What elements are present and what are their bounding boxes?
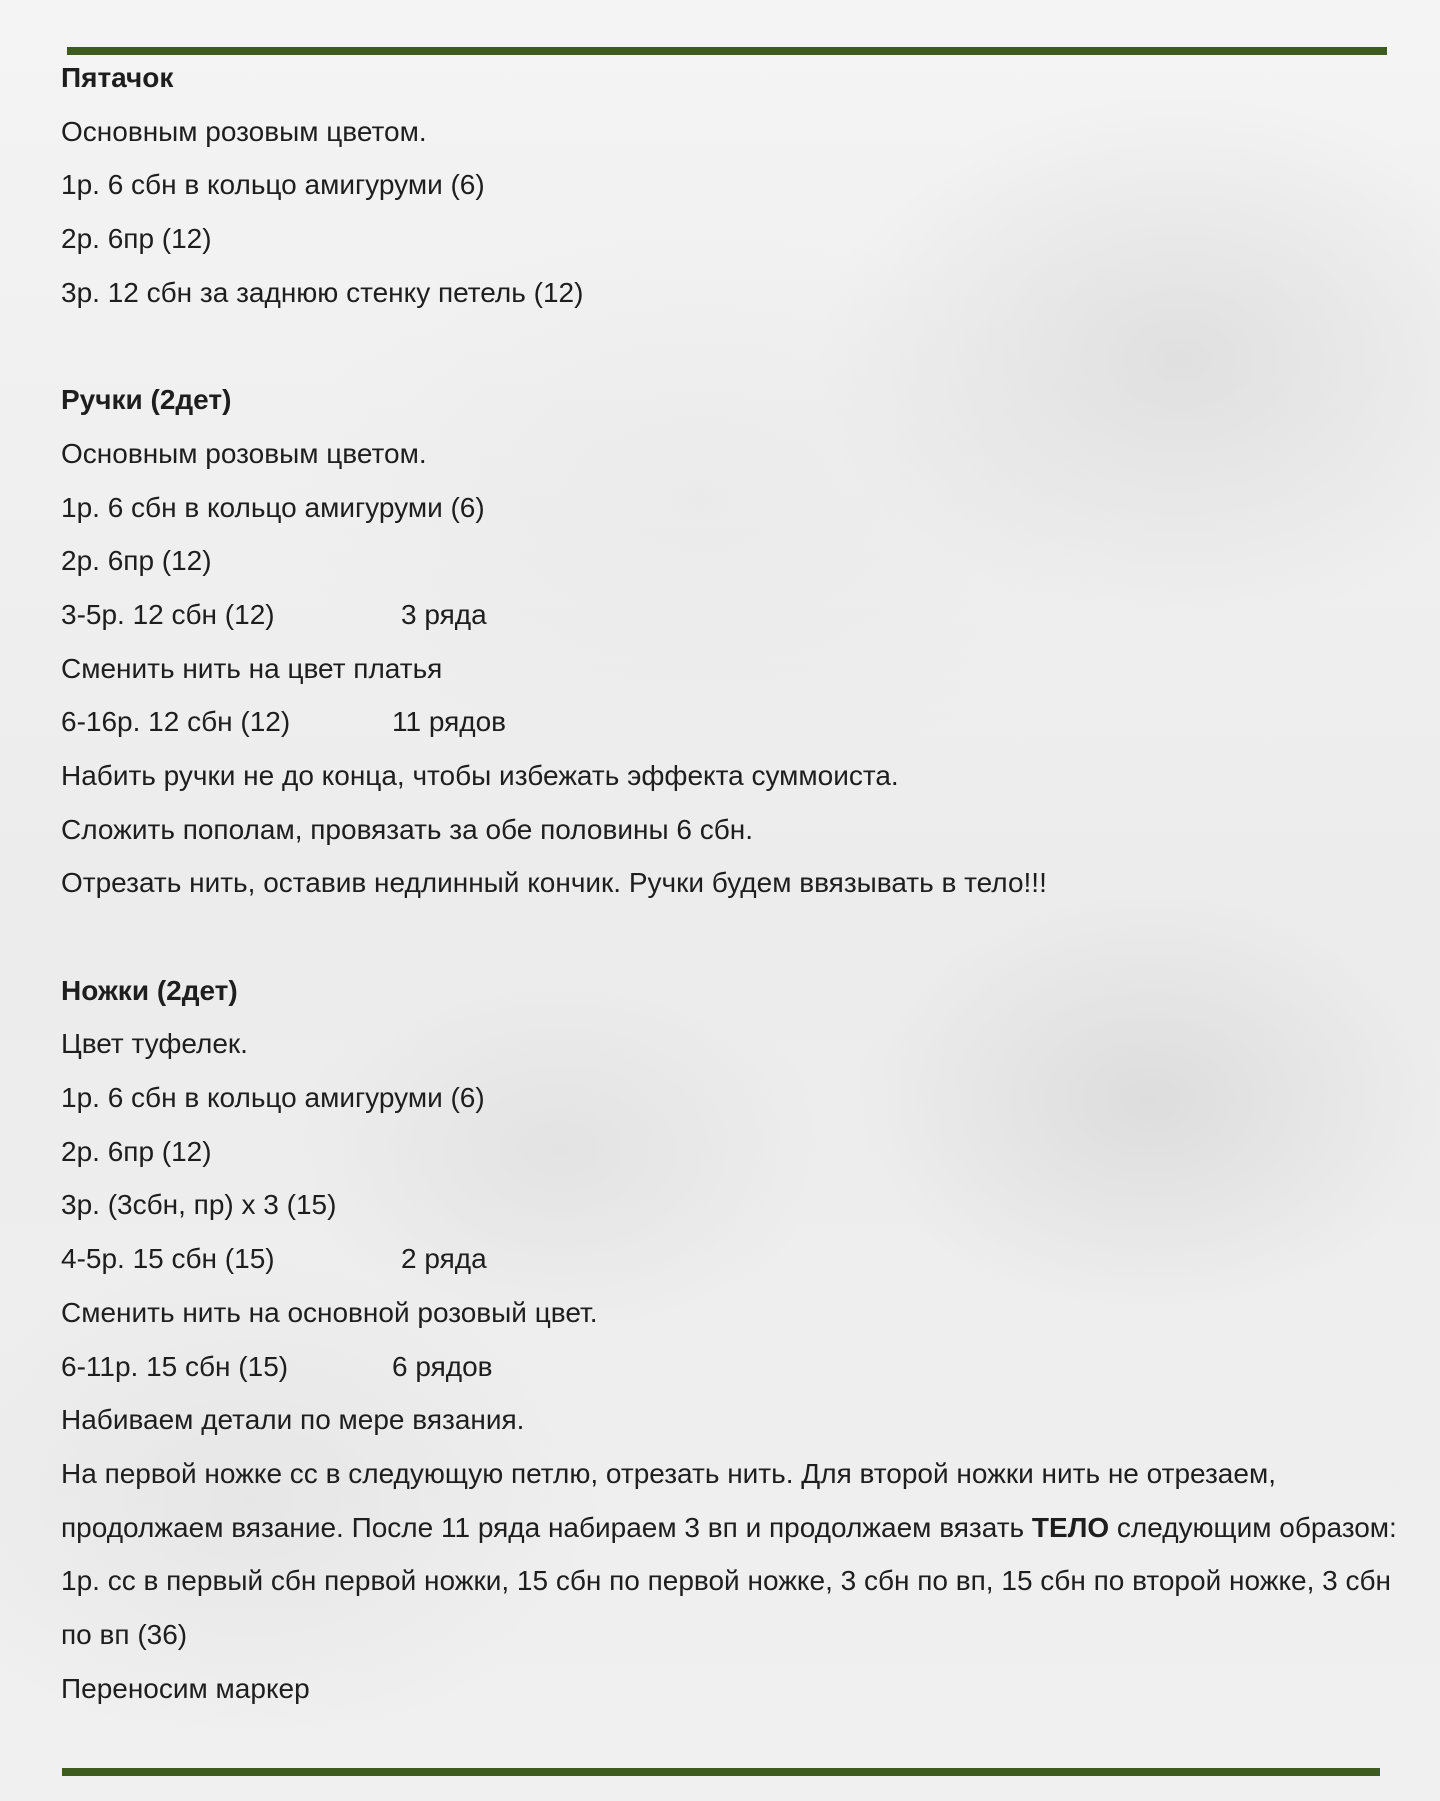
body-emphasis: ТЕЛО: [1031, 1511, 1110, 1543]
nose-line-1: Основным розовым цветом.: [61, 115, 427, 147]
legs-line-2: 1р. 6 сбн в кольцо амигуруми (6): [61, 1082, 485, 1114]
legs-row-4-5: 4-5р. 15 сбн (15): [61, 1243, 275, 1275]
nose-line-3: 2р. 6пр (12): [61, 223, 212, 255]
section-title-legs: Ножки (2дет): [61, 974, 238, 1006]
section-title-piglet-nose: Пятачок: [61, 62, 174, 93]
nose-line-2: 1р. 6 сбн в кольцо амигуруми (6): [61, 169, 485, 201]
body-row-1: 1р. сс в первый сбн первой ножки, 15 сбн по первой ножке, 3 сбн по вп, 15 сбн по второй ножке, 3 сбн по вп (36): [61, 1565, 1391, 1650]
arms-line-4: [61, 588, 1411, 642]
legs-row-6-11-note: 6 рядов: [392, 1350, 493, 1382]
arms-row-6-16: 6-16р. 12 сбн (12): [61, 706, 291, 738]
legs-line-3: 2р. 6пр (12): [61, 1135, 212, 1167]
legs-row-6-11: 6-11р. 15 сбн (15): [61, 1350, 289, 1382]
section-title-arms: Ручки (2дет): [61, 384, 232, 416]
arms-line-5: Сменить нить на цвет платья: [61, 652, 443, 684]
arms-line-2: 1р. 6 сбн в кольцо амигуруми (6): [61, 491, 485, 523]
arms-line-1: Основным розовым цветом.: [61, 437, 427, 469]
bottom-divider: [62, 1768, 1380, 1776]
legs-body-paragraph-end: следующим образом:: [1109, 1511, 1397, 1543]
arms-row-3-5-note: 3 ряда: [401, 598, 487, 630]
arms-line-9: Отрезать нить, оставив недлинный кончик. Ручки будем ввязывать в тело!!!: [61, 867, 1047, 899]
legs-line-5: [61, 1232, 1411, 1286]
marker-line: Переносим маркер: [61, 1672, 310, 1704]
legs-body-paragraph-start: На первой ножке сс в следующую петлю, отрезать нить. Для второй ножки нить не отрезаем, продолжаем вязание. После 11 ряда набираем 3 вп и продолжаем вязать: [61, 1457, 1276, 1543]
legs-line-6: Сменить нить на основной розовый цвет.: [61, 1296, 598, 1328]
legs-row-4-5-note: 2 ряда: [401, 1243, 487, 1275]
nose-line-4: 3р. 12 сбн за заднюю стенку петель (12): [61, 276, 584, 308]
arms-row-6-16-note: 11 рядов: [392, 706, 507, 738]
arms-line-6: [61, 695, 1411, 749]
arms-row-3-5: 3-5р. 12 сбн (12): [61, 598, 275, 630]
arms-line-7: Набить ручки не до конца, чтобы избежать эффекта суммоиста.: [61, 759, 899, 791]
section-gap: [61, 910, 1411, 964]
arms-line-3: 2р. 6пр (12): [61, 545, 212, 577]
legs-body-paragraph: [61, 1447, 1411, 1554]
section-gap: [61, 319, 1411, 373]
legs-line-1: Цвет туфелек.: [61, 1028, 248, 1060]
legs-line-7: [61, 1340, 1411, 1394]
pattern-document: [61, 51, 1411, 1715]
legs-line-4: 3р. (3сбн, пр) х 3 (15): [61, 1189, 337, 1221]
arms-line-8: Сложить пополам, провязать за обе половины 6 сбн.: [61, 813, 753, 845]
legs-line-8: Набиваем детали по мере вязания.: [61, 1404, 525, 1436]
